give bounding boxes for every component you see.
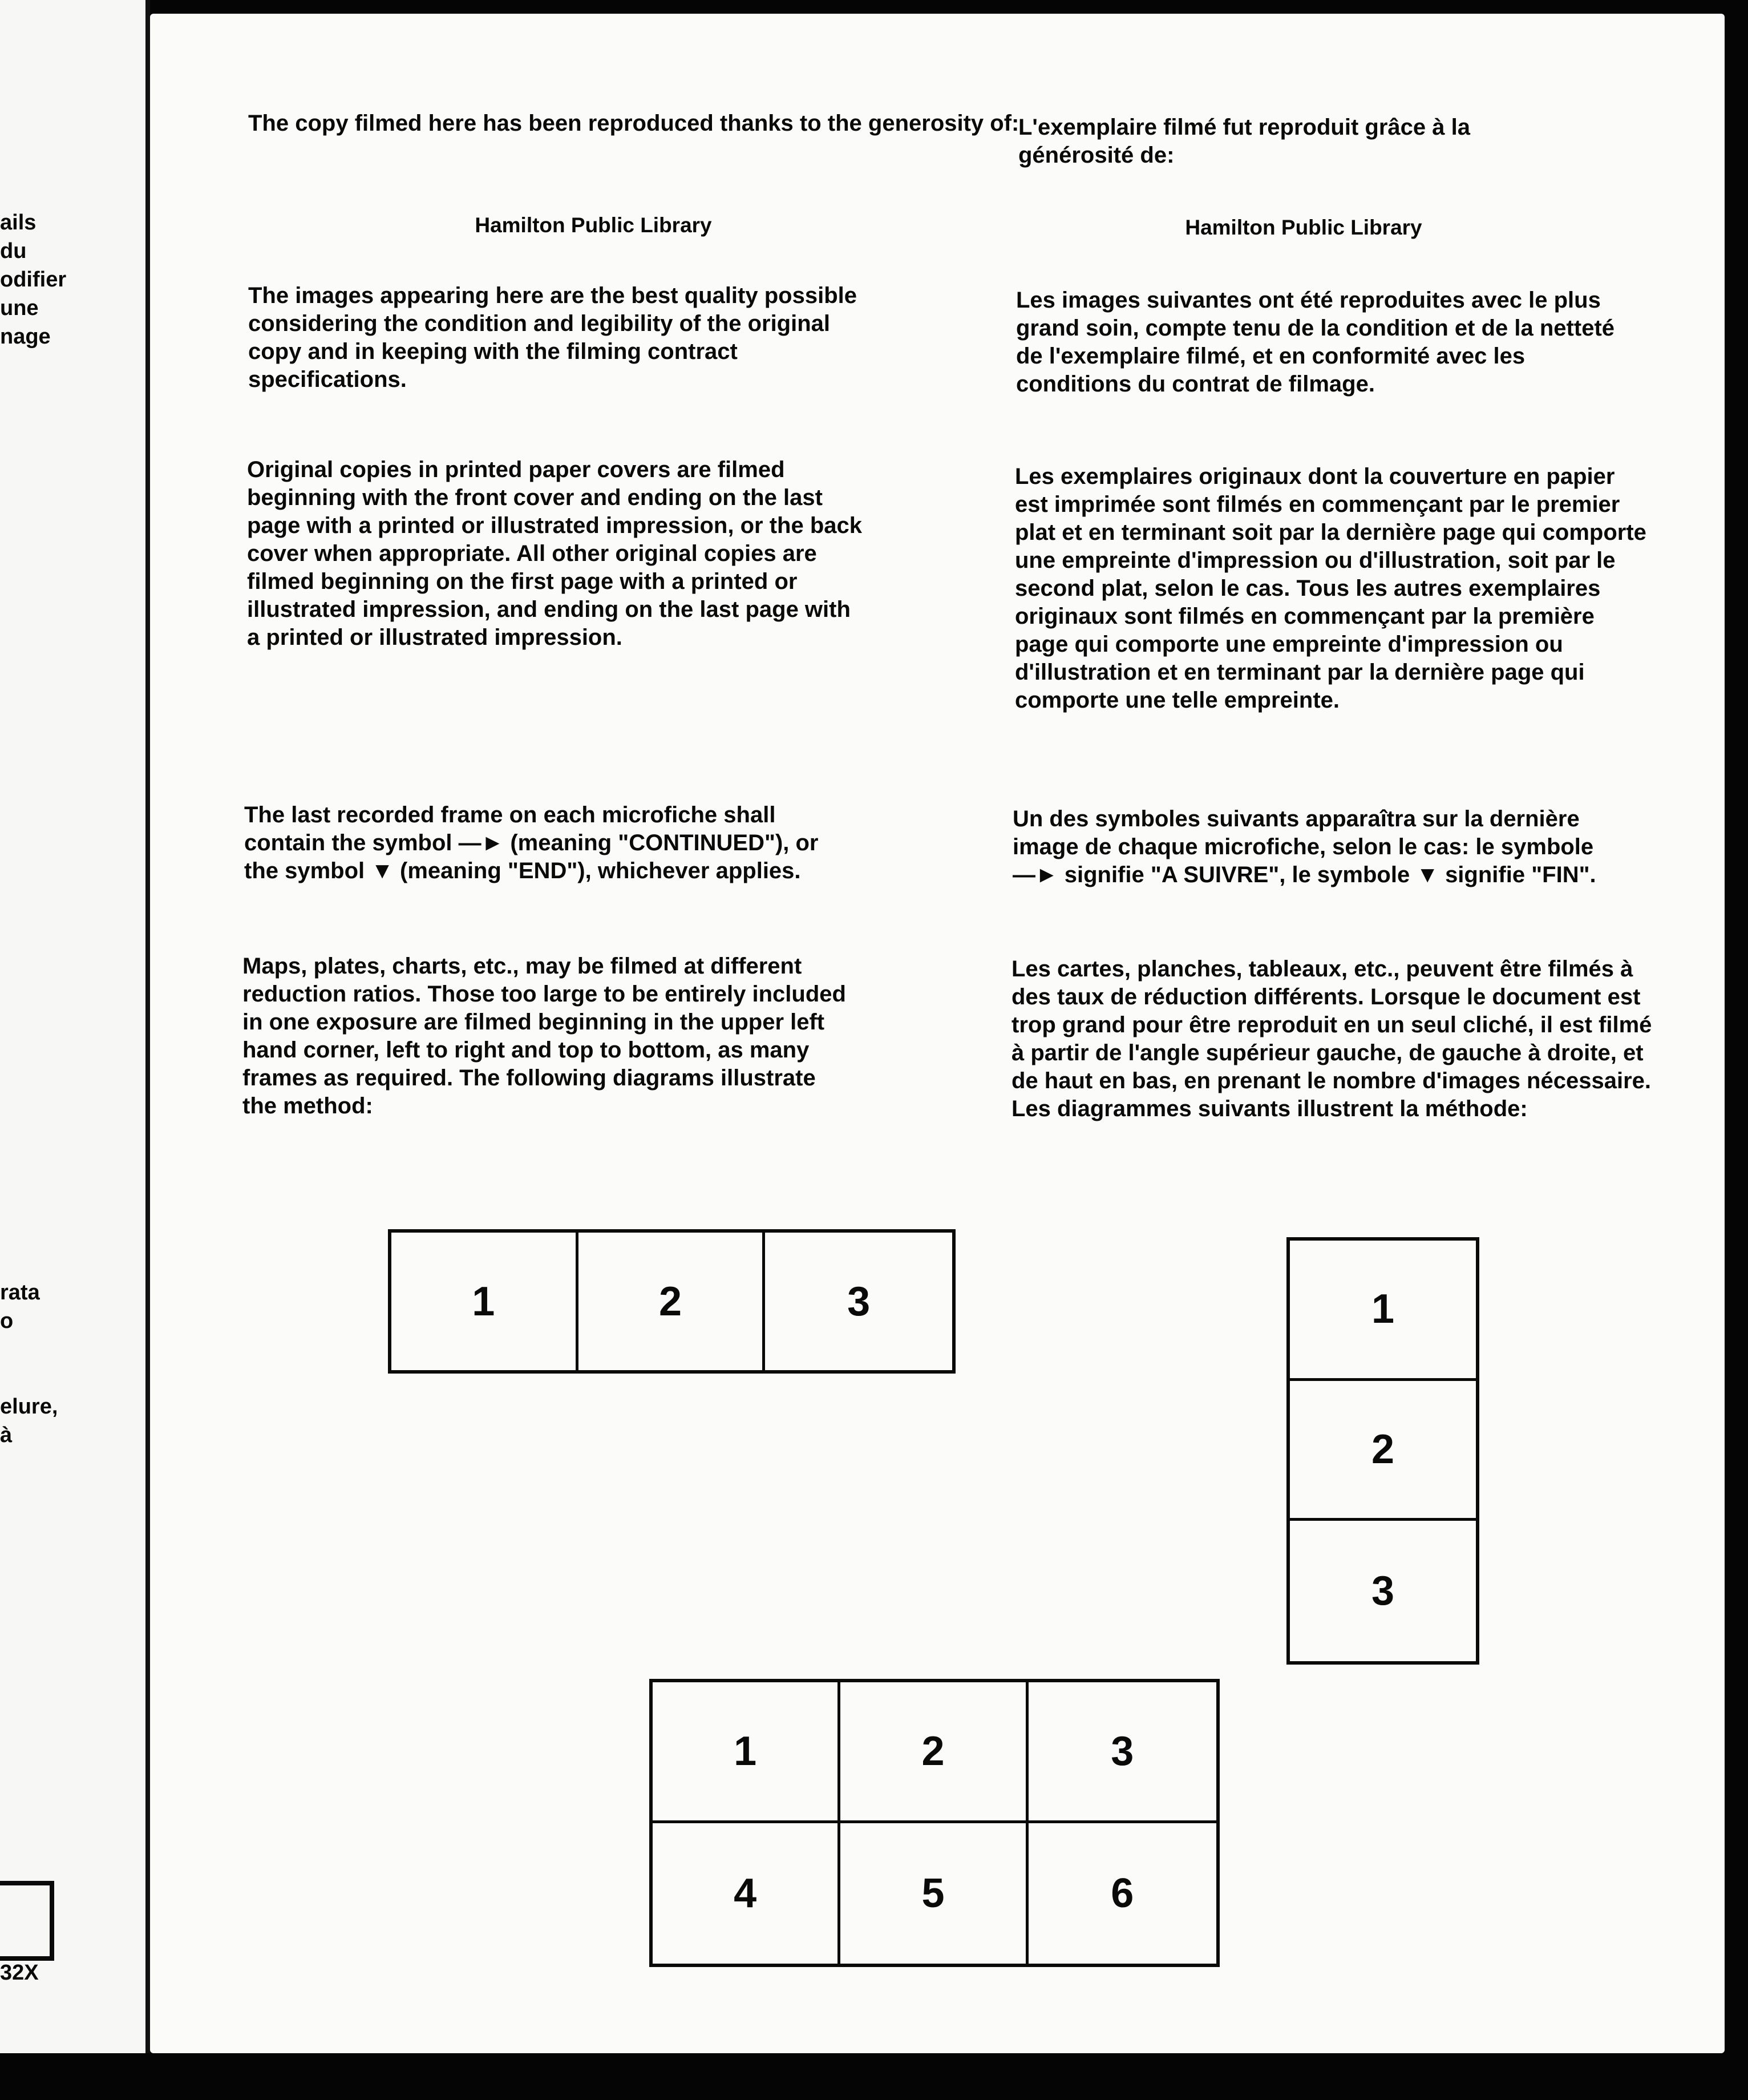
english-symbols-text-1: The last recorded frame on each microfiche shall contain the symbol xyxy=(244,802,776,855)
frame-cell: 2 xyxy=(578,1233,766,1370)
english-symbols-text-2: (meaning "CONTINUED"), or the symbol xyxy=(244,830,819,883)
english-symbols-text-3: (meaning "END"), whichever applies. xyxy=(400,858,801,883)
continued-arrow-icon: —► xyxy=(458,830,504,855)
english-originals-paragraph: Original copies in printed paper covers are filmed beginning with the front cover and ending on the last page with a printed or illustrated impression, or the back cover when appropriate. All other original copies are filmed beginning on the first page with a printed or illustrated impression, and ending on the last page with a printed or illustrated impression. xyxy=(247,457,862,650)
frame-cell: 3 xyxy=(1371,1568,1395,1614)
french-symbols-text-2: signifie "A SUIVRE", le symbole xyxy=(1064,862,1410,887)
edge-fragment: une xyxy=(0,296,39,320)
english-symbols-paragraph xyxy=(244,801,849,885)
reduction-box xyxy=(0,1881,54,1961)
french-maps-paragraph: Les cartes, planches, tableaux, etc., peuvent être filmés à des taux de réduction différents. Lorsque le document est trop grand pour être reproduit en un seul cliché, il est filmé à partir de l'angle supérieur gauche, de gauche à droite, et de haut en bas, en prenant le nombre d'images nécessaire. Les diagrammes suivants illustrent la méthode: xyxy=(1011,956,1652,1121)
french-originals-paragraph: Les exemplaires originaux dont la couverture en papier est imprimée sont filmés en commençant par le premier plat et en terminant soit par la dernière page qui comporte une empreinte d'impression ou d'illustration, soit par le second plat, selon le cas. Tous les autres exemplaires originaux sont filmés en commençant par la première page qui comporte une empreinte d'impression ou d'illustration et en terminant par la dernière page qui comporte une telle empreinte. xyxy=(1015,464,1646,713)
horizontal-frame-diagram xyxy=(388,1229,956,1374)
french-symbols-text-3: signifie "FIN". xyxy=(1445,862,1596,887)
frame-cell: 6 xyxy=(1111,1870,1134,1916)
frame-cell: 2 xyxy=(1290,1381,1476,1521)
end-triangle-icon: ▼ xyxy=(1416,862,1439,887)
frame-cell: 2 xyxy=(840,1682,1028,1823)
french-intro: L'exemplaire filmé fut reproduit grâce à la générosité de: xyxy=(1018,115,1470,168)
frame-cell: 3 xyxy=(847,1278,871,1324)
edge-fragment: du xyxy=(0,239,27,263)
frame-cell: 5 xyxy=(840,1823,1028,1964)
frame-cell: 1 xyxy=(1290,1241,1476,1381)
frame-cell: 1 xyxy=(653,1682,840,1823)
edge-fragment: rata xyxy=(0,1281,40,1305)
french-symbols-paragraph xyxy=(1013,805,1606,889)
end-triangle-icon: ▼ xyxy=(371,858,394,883)
edge-fragment: o xyxy=(0,1309,14,1333)
edge-fragment: odifier xyxy=(0,268,67,292)
continued-arrow-icon: —► xyxy=(1013,862,1058,887)
english-quality-paragraph: The images appearing here are the best quality possible considering the condition and legibility of the original copy and in keeping with the filming contract specifications. xyxy=(248,283,857,392)
french-symbols-text-1: Un des symboles suivants apparaîtra sur la dernière image de chaque microfiche, selon le cas: le symbole xyxy=(1013,806,1594,859)
frame-cell: 4 xyxy=(653,1823,840,1964)
frame-cell: 1 xyxy=(391,1233,578,1370)
reduction-label: 32X xyxy=(0,1961,39,1985)
edge-fragment: ails xyxy=(0,211,37,235)
french-quality-paragraph: Les images suivantes ont été reproduites avec le plus grand soin, compte tenu de la condition et de la netteté de l'exemplaire filmé, et en conformité avec les conditions du contrat de filmage. xyxy=(1016,288,1615,397)
left-page-edge xyxy=(0,0,150,2053)
vertical-frame-diagram xyxy=(1286,1237,1479,1665)
grid-frame-diagram xyxy=(649,1679,1220,1967)
edge-fragment: elure, xyxy=(0,1395,58,1419)
edge-fragment: à xyxy=(0,1423,13,1447)
french-library-name: Hamilton Public Library xyxy=(1185,216,1422,239)
english-maps-paragraph: Maps, plates, charts, etc., may be filmed at different reduction ratios. Those too large to be entirely included in one exposure are filmed beginning in the upper left hand corner, left to right and top to bottom, as many frames as required. The following diagrams illustrate the method: xyxy=(242,954,846,1118)
english-intro: The copy filmed here has been reproduced thanks to the generosity of: xyxy=(248,111,1019,136)
frame-cell: 3 xyxy=(1029,1682,1216,1823)
edge-fragment: nage xyxy=(0,325,51,349)
notice-page xyxy=(150,14,1725,2053)
english-library-name: Hamilton Public Library xyxy=(475,213,712,237)
